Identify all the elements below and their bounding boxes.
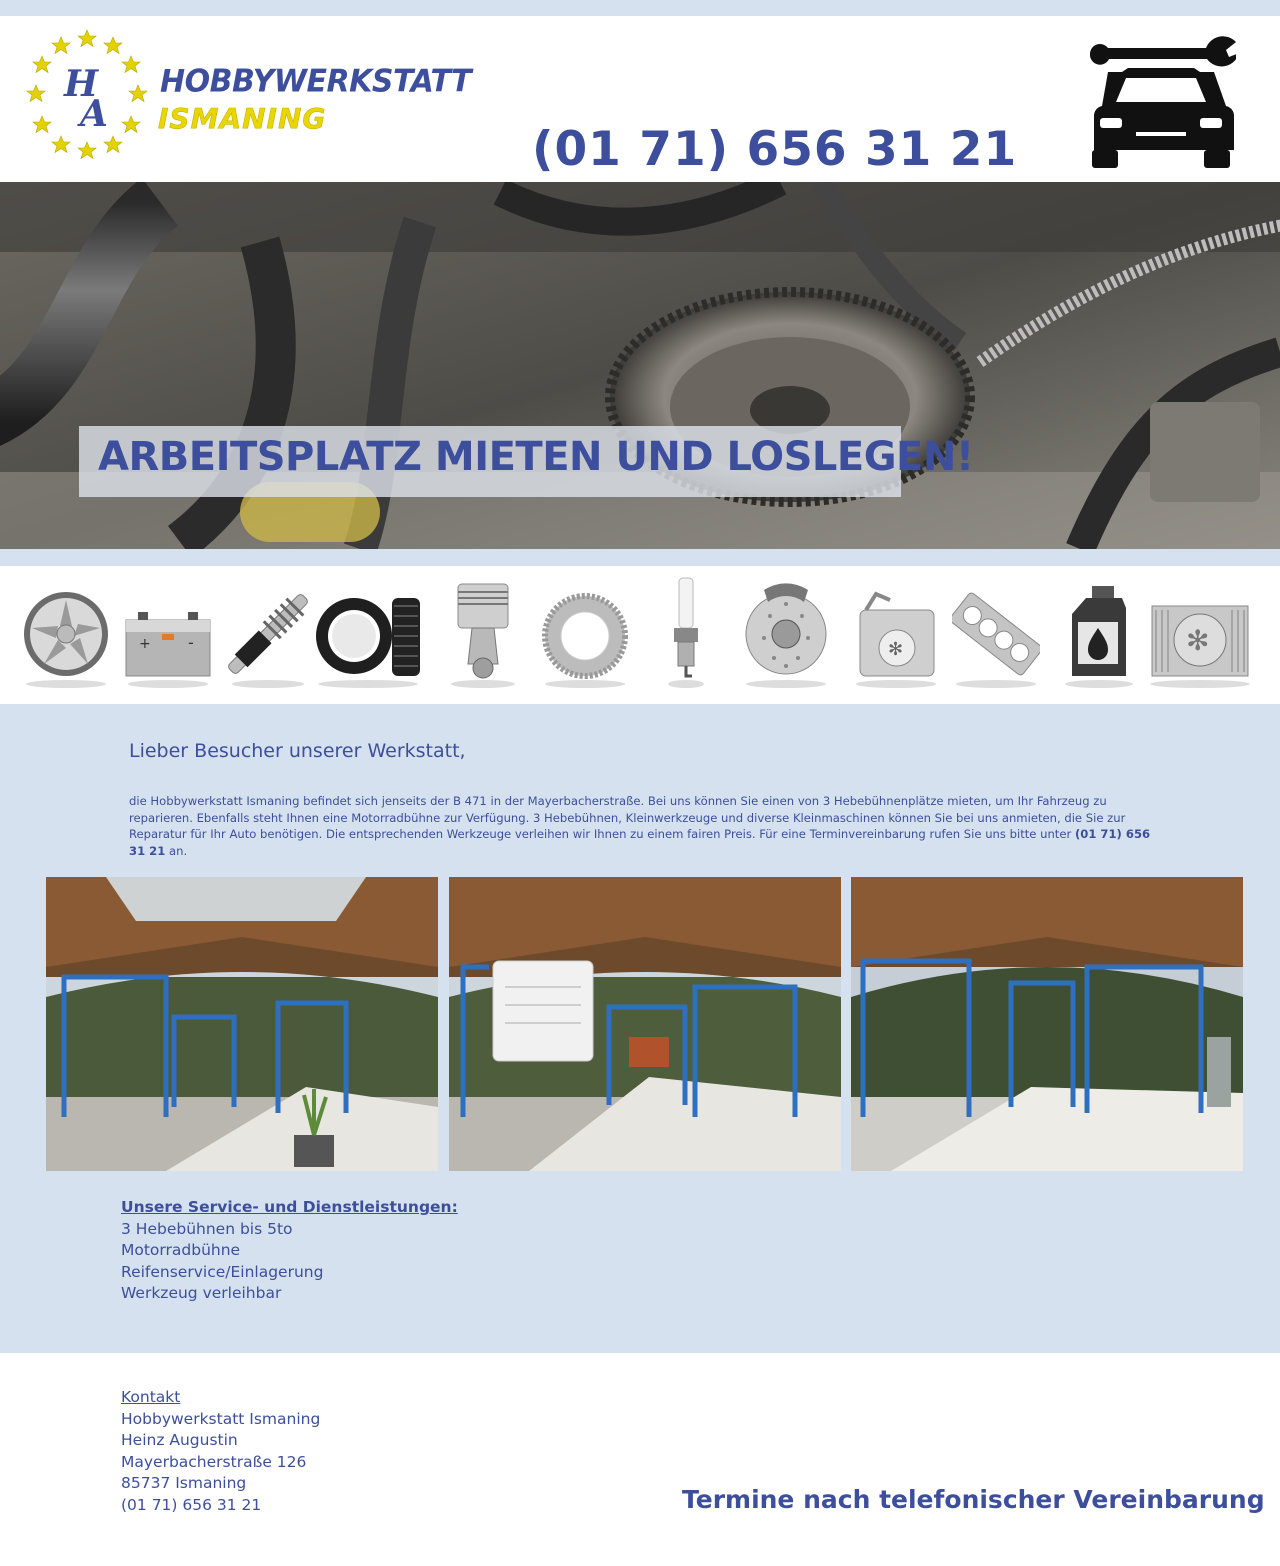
service-item: Werkzeug verleihbar <box>121 1284 282 1302</box>
workshop-photo-2[interactable] <box>449 877 841 1171</box>
intro-phone[interactable]: (01 71) 656 31 21 <box>129 827 1151 858</box>
svg-text:-: - <box>188 633 194 652</box>
contact-person: Heinz Augustin <box>121 1431 238 1449</box>
contact-heading[interactable]: Kontakt <box>121 1388 181 1406</box>
piston-icon <box>446 576 520 692</box>
services-heading: Unsere Service- und Dienstleistungen: <box>121 1198 458 1216</box>
hero-title: ARBEITSPLATZ MIETEN UND LOSLEGEN! <box>98 434 974 480</box>
tires-icon <box>314 576 422 692</box>
contact-street: Mayerbacherstraße 126 <box>121 1452 307 1471</box>
brand-name: HOBBYWERKSTATT <box>160 63 472 100</box>
car-wrench-icon <box>1086 32 1236 170</box>
workshop-photo-1[interactable] <box>46 877 438 1171</box>
contact-company: Hobbywerkstatt Ismaning <box>121 1409 321 1428</box>
hero-banner <box>0 182 1280 549</box>
appointment-note: Termine nach telefonischer Vereinbarung <box>682 1485 1265 1514</box>
service-item: Reifenservice/Einlagerung <box>121 1262 324 1281</box>
bearing-ring-icon <box>540 576 630 692</box>
site-footer <box>0 1353 1280 1566</box>
shock-absorber-icon <box>226 576 310 692</box>
gasket-icon <box>952 576 1040 692</box>
spark-plug-icon <box>664 576 708 692</box>
intro-text-end: an. <box>165 843 188 858</box>
contact-phone[interactable]: (01 71) 656 31 21 <box>121 1495 262 1514</box>
service-item: 3 Hebebühnen bis 5to <box>121 1219 293 1238</box>
parts-strip <box>0 566 1280 704</box>
svg-text:✻: ✻ <box>1186 624 1210 657</box>
brake-disc-icon <box>740 576 832 692</box>
contact-block <box>121 1387 320 1516</box>
workshop-photo-3[interactable] <box>851 877 1243 1171</box>
rim-icon <box>20 576 112 692</box>
hero-title-box <box>79 426 974 497</box>
svg-text:A: A <box>80 93 108 135</box>
logo-emblem[interactable] <box>26 28 148 160</box>
radiator-icon <box>1146 576 1254 692</box>
intro-text-body: die Hobbywerkstatt Ismaning befindet sich jenseits der B 471 in der Mayerbacherstraße. Bei uns können Sie einen von 3 Hebebühnenplätze mieten, um Ihr Fahrzeug zu reparieren. Ebenfalls steht Ihnen eine Motorradbühne zur Verfügung. 3 Hebebühnen, Kleinwerkzeuge und diverse Kleinmaschinen können Sie bei uns anmieten, die Sie zur Reparatur für Ihr Auto benötigen. Die entsprechenden Werkzeuge verleihen wir Ihnen zu einem fairen Preis. Für eine Terminvereinbarung rufen Sie uns bitte unter <box>129 794 1126 841</box>
svg-text:H: H <box>64 63 99 105</box>
intro-text <box>129 793 1159 859</box>
services-list <box>121 1197 458 1305</box>
service-item: Motorradbühne <box>121 1241 241 1259</box>
contact-city: 85737 Ismaning <box>121 1474 247 1492</box>
coolant-canister-icon <box>852 576 940 692</box>
oil-bottle-icon <box>1062 576 1136 692</box>
intro-greeting: Lieber Besucher unserer Werkstatt, <box>129 740 466 762</box>
site-header <box>0 16 1280 182</box>
battery-icon <box>122 576 214 692</box>
svg-text:✻: ✻ <box>888 639 904 660</box>
brand-location: ISMANING <box>158 102 327 135</box>
svg-text:+: + <box>139 636 151 652</box>
header-phone[interactable]: (01 71) 656 31 21 <box>532 122 1018 177</box>
